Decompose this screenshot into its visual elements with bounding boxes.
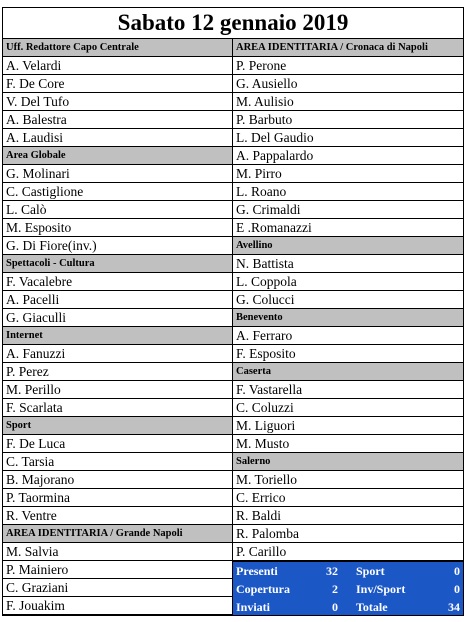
staff-name-r-palomba: R. Palomba: [233, 525, 463, 543]
summary-label: Inviati: [236, 600, 271, 614]
section-header-caserta: Caserta: [233, 363, 463, 381]
section-header-sport: Sport: [3, 417, 232, 435]
staff-name-a-balestra: A. Balestra: [3, 111, 232, 129]
staff-name-m-musto: M. Musto: [233, 435, 463, 453]
summary-value: 2: [332, 582, 338, 596]
section-header-avellino: Avellino: [233, 237, 463, 255]
summary-label: Sport: [356, 564, 385, 578]
columns: [3, 39, 463, 615]
staff-name-p-barbuto: P. Barbuto: [233, 111, 463, 129]
staff-name-e-romanazzi: E .Romanazzi: [233, 219, 463, 237]
staff-name-g-ausiello: G. Ausiello: [233, 75, 463, 93]
staff-name-m-salvia: M. Salvia: [3, 543, 232, 561]
staff-name-f-esposito: F. Esposito: [233, 345, 463, 363]
left-column: [3, 39, 233, 615]
staff-name-n-battista: N. Battista: [233, 255, 463, 273]
summary-label: Copertura: [236, 582, 290, 596]
staff-name-m-pirro: M. Pirro: [233, 165, 463, 183]
staff-name-m-liguori: M. Liguori: [233, 417, 463, 435]
staff-name-f-de-core: F. De Core: [3, 75, 232, 93]
staff-name-a-pacelli: A. Pacelli: [3, 291, 232, 309]
summary-label: Presenti: [236, 564, 278, 578]
staff-name-p-perez: P. Perez: [3, 363, 232, 381]
staff-name-r-baldi: R. Baldi: [233, 507, 463, 525]
staff-name-v-del-tufo: V. Del Tufo: [3, 93, 232, 111]
staff-name-m-aulisio: M. Aulisio: [233, 93, 463, 111]
staff-name-p-perone: P. Perone: [233, 57, 463, 75]
summary-value: 34: [448, 600, 460, 614]
staff-name-a-fanuzzi: A. Fanuzzi: [3, 345, 232, 363]
staff-name-c-tarsia: C. Tarsia: [3, 453, 232, 471]
section-header-area-identitaria-cronaca-di-napoli: AREA IDENTITARIA / Cronaca di Napoli: [233, 39, 463, 57]
staff-name-m-perillo: M. Perillo: [3, 381, 232, 399]
staff-name-a-ferraro: A. Ferraro: [233, 327, 463, 345]
staff-name-b-majorano: B. Majorano: [3, 471, 232, 489]
section-header-internet: Internet: [3, 327, 232, 345]
page-title: Sabato 12 gennaio 2019: [3, 8, 463, 39]
staff-name-c-castiglione: C. Castiglione: [3, 183, 232, 201]
staff-name-a-laudisi: A. Laudisi: [3, 129, 232, 147]
staff-name-f-jouakim: F. Jouakim: [3, 597, 232, 615]
staff-name-a-pappalardo: A. Pappalardo: [233, 147, 463, 165]
summary-value: 0: [454, 582, 460, 596]
staff-name-g-giaculli: G. Giaculli: [3, 309, 232, 327]
summary-panel: [233, 561, 463, 615]
section-header-spettacoli-cultura: Spettacoli - Cultura: [3, 255, 232, 273]
section-header-salerno: Salerno: [233, 453, 463, 471]
summary-row: [233, 562, 463, 580]
summary-value: 0: [454, 564, 460, 578]
staff-name-f-scarlata: F. Scarlata: [3, 399, 232, 417]
staff-name-f-vastarella: F. Vastarella: [233, 381, 463, 399]
summary-label: Inv/Sport: [356, 582, 406, 596]
staff-name-p-taormina: P. Taormina: [3, 489, 232, 507]
schedule-sheet: [2, 7, 464, 616]
staff-name-g-di-fiore-inv: G. Di Fiore(inv.): [3, 237, 232, 255]
staff-name-m-esposito: M. Esposito: [3, 219, 232, 237]
staff-name-r-ventre: R. Ventre: [3, 507, 232, 525]
right-column: [233, 39, 463, 615]
section-header-area-identitaria-grande-napoli: AREA IDENTITARIA / Grande Napoli: [3, 525, 232, 543]
staff-name-g-crimaldi: G. Crimaldi: [233, 201, 463, 219]
summary-value: 32: [326, 564, 338, 578]
section-header-benevento: Benevento: [233, 309, 463, 327]
staff-name-l-coppola: L. Coppola: [233, 273, 463, 291]
staff-name-m-toriello: M. Toriello: [233, 471, 463, 489]
staff-name-c-coluzzi: C. Coluzzi: [233, 399, 463, 417]
summary-label: Totale: [356, 600, 388, 614]
staff-name-f-de-luca: F. De Luca: [3, 435, 232, 453]
staff-name-l-del-gaudio: L. Del Gaudio: [233, 129, 463, 147]
staff-name-p-mainiero: P. Mainiero: [3, 561, 232, 579]
staff-name-l-calo: L. Calò: [3, 201, 232, 219]
staff-name-l-roano: L. Roano: [233, 183, 463, 201]
section-header-uff-redattore-capo-centrale: Uff. Redattore Capo Centrale: [3, 39, 232, 57]
staff-name-g-molinari: G. Molinari: [3, 165, 232, 183]
staff-name-p-carillo: P. Carillo: [233, 543, 463, 561]
section-header-area-globale: Area Globale: [3, 147, 232, 165]
staff-name-c-errico: C. Errico: [233, 489, 463, 507]
staff-name-c-graziani: C. Graziani: [3, 579, 232, 597]
summary-value: 0: [332, 600, 338, 614]
staff-name-f-vacalebre: F. Vacalebre: [3, 273, 232, 291]
right-rows: [233, 39, 463, 561]
summary-row: [233, 598, 463, 616]
staff-name-a-velardi: A. Velardi: [3, 57, 232, 75]
summary-row: [233, 580, 463, 598]
staff-name-g-colucci: G. Colucci: [233, 291, 463, 309]
